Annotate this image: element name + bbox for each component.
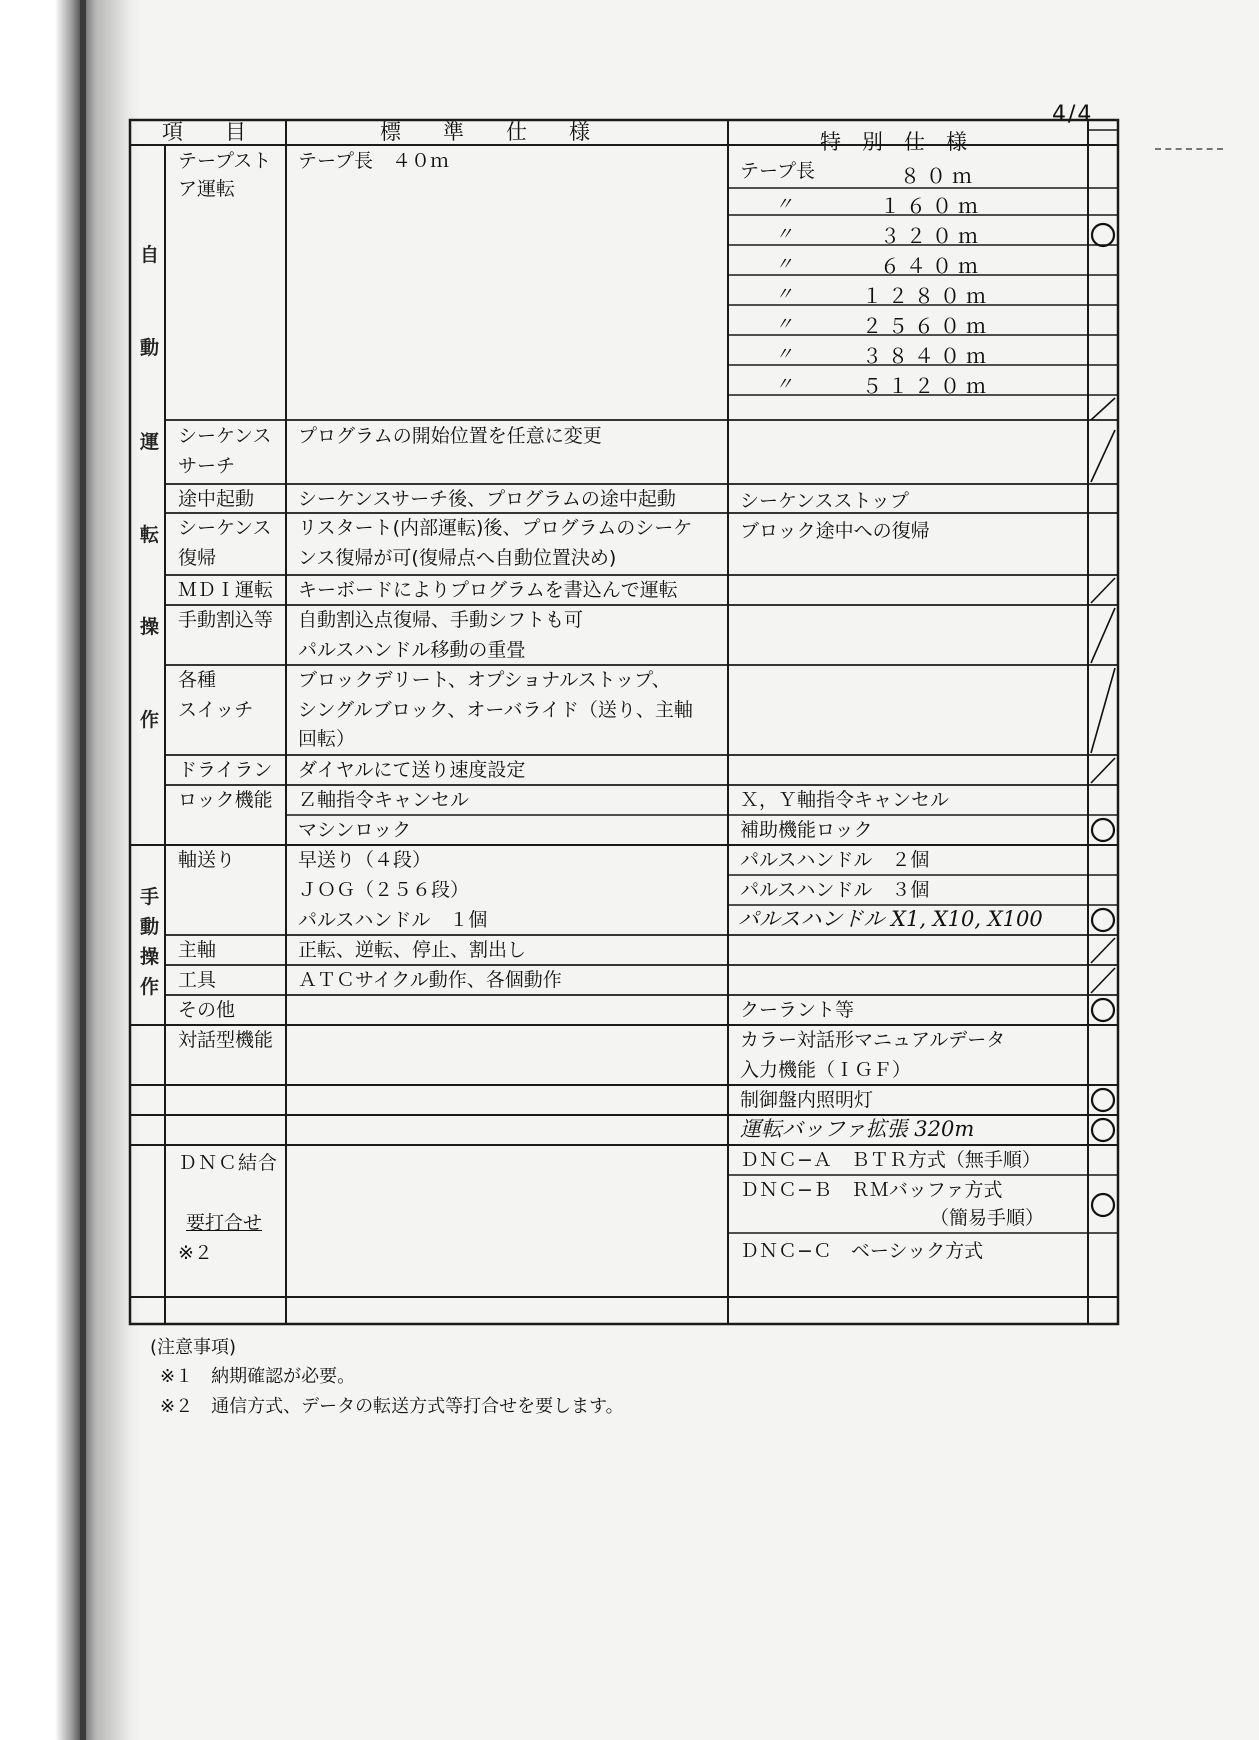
group-auto-char-3: 運	[140, 431, 160, 453]
header-item: 項 目	[162, 120, 246, 144]
tool-item: 工具	[178, 969, 217, 991]
ditto-mark: 〃	[775, 314, 793, 335]
spindle-item: 主軸	[178, 939, 217, 961]
axis-feed-standard-line1: 早送り（４段）	[298, 849, 432, 871]
group-auto-char-1: 自	[140, 244, 160, 266]
switches-item-line2: スイッチ	[178, 699, 254, 721]
tool-standard: ＡＴＣサイクル動作、各個動作	[298, 969, 562, 991]
lock-standard-line1: Ｚ軸指令キャンセル	[298, 789, 470, 811]
group-manual-char-1: 手	[140, 886, 160, 908]
spindle-standard: 正転、逆転、停止、割出し	[298, 939, 527, 961]
ditto-mark: 〃	[775, 254, 793, 275]
dnc-special-b-note: （簡易手順）	[930, 1207, 1045, 1229]
manual-interrupt-standard-line2: パルスハンドル移動の重畳	[298, 639, 526, 661]
header-special: 特 別 仕 様	[820, 130, 967, 154]
midway-start-standard: シーケンスサーチ後、プログラムの途中起動	[298, 488, 676, 510]
note-2: ※２ 通信方式、データの転送方式等打合せを要します。	[160, 1396, 624, 1417]
ditto-mark: 〃	[775, 374, 793, 395]
tape-length-80: ８０ｍ	[900, 164, 978, 188]
tape-length-5120: ５１２０ｍ	[862, 374, 992, 398]
tape-item-line2: ア運転	[178, 178, 236, 200]
seq-return-item-line2: 復帰	[178, 547, 217, 569]
lock-standard-line2: マシンロック	[298, 819, 412, 841]
tape-standard: テープ長 ４０ｍ	[298, 150, 450, 172]
dnc-special-a: ＤＮＣ−Ａ ＢＴＲ方式（無手順）	[740, 1149, 1041, 1171]
conversational-item: 対話型機能	[178, 1029, 274, 1051]
seq-return-special: ブロック途中への復帰	[740, 520, 930, 542]
check-circle-pulse-handle	[1092, 909, 1114, 931]
manual-interrupt-standard-line1: 自動割込点復帰、手動シフトも可	[298, 609, 584, 631]
notes-title: (注意事項)	[150, 1337, 237, 1358]
group-auto-char-4: 転	[140, 524, 160, 546]
dry-run-standard: ダイヤルにて送り速度設定	[298, 759, 526, 781]
switches-standard-line3: 回転）	[298, 728, 356, 750]
tape-length-320: ３２０ｍ	[880, 224, 984, 248]
lock-item: ロック機能	[178, 789, 273, 811]
dnc-item: ＤＮＣ結合	[178, 1152, 279, 1174]
axis-feed-standard-line2: ＪＯＧ（２５６段）	[298, 879, 470, 901]
seq-search-standard: プログラムの開始位置を任意に変更	[298, 425, 602, 447]
group-manual-char-2: 動	[140, 916, 160, 938]
conversational-special-line1: カラー対話形マニュアルデータ	[740, 1029, 1006, 1051]
check-circle-coolant	[1092, 999, 1114, 1021]
tape-length-3840: ３８４０ｍ	[862, 344, 992, 368]
other-item: その他	[178, 999, 236, 1021]
dnc-item-mark: ※２	[178, 1242, 213, 1264]
ditto-mark: 〃	[775, 344, 793, 365]
tape-length-160: １６０ｍ	[880, 194, 984, 218]
seq-return-item-line1: シーケンス	[178, 517, 272, 539]
manual-interrupt-item: 手動割込等	[178, 609, 274, 631]
buffer-special: 運転バッファ拡張 320m	[740, 1117, 975, 1141]
check-circle-320m	[1092, 224, 1114, 246]
conversational-special-line2: 入力機能（ＩＧＦ）	[740, 1059, 912, 1081]
dnc-special-b: ＤＮＣ−Ｂ ＲＭバッファ方式	[740, 1179, 1003, 1201]
group-auto-char-6: 作	[140, 709, 160, 731]
axis-feed-special-line2: パルスハンドル ３個	[740, 879, 930, 901]
group-auto-char-2: 動	[140, 337, 160, 359]
other-special: クーラント等	[740, 999, 855, 1021]
switches-standard-line2: シングルブロック、オーバライド（送り、主軸	[298, 699, 693, 721]
axis-feed-standard-line3: パルスハンドル １個	[298, 909, 488, 931]
mdi-item: ＭＤＩ運転	[178, 579, 274, 601]
check-circle-dnc-b	[1092, 1194, 1114, 1216]
switches-item-line1: 各種	[178, 669, 217, 691]
tape-special-label: テープ長	[740, 160, 816, 182]
tape-length-640: ６４０ｍ	[880, 254, 984, 278]
header-standard: 標 準 仕 様	[380, 120, 590, 144]
axis-feed-item: 軸送り	[178, 849, 236, 871]
group-manual-char-3: 操	[140, 946, 160, 968]
tape-length-2560: ２５６０ｍ	[862, 314, 992, 338]
check-circle-light	[1092, 1089, 1114, 1111]
ditto-mark: 〃	[775, 284, 793, 305]
seq-search-item-line1: シーケンス	[178, 425, 272, 447]
lock-special-line2: 補助機能ロック	[740, 819, 873, 841]
seq-return-standard-line2: ンス復帰が可(復帰点へ自動位置決め)	[298, 547, 617, 569]
note-1: ※１ 納期確認が必要。	[160, 1366, 356, 1387]
check-circle-buffer	[1092, 1119, 1114, 1141]
midway-start-special: シーケンスストップ	[740, 490, 909, 512]
lock-special-line1: Ｘ，Ｙ軸指令キャンセル	[740, 789, 950, 811]
dry-run-item: ドライラン	[178, 759, 273, 781]
axis-feed-special-line3: パルスハンドル X1, X10, X100	[738, 907, 1043, 931]
dnc-special-c: ＤＮＣ−Ｃ ベーシック方式	[740, 1240, 984, 1262]
axis-feed-special-line1: パルスハンドル ２個	[740, 849, 930, 871]
ditto-mark: 〃	[775, 194, 793, 215]
light-special: 制御盤内照明灯	[740, 1089, 874, 1111]
check-circle-aux-lock	[1092, 819, 1114, 841]
tape-length-1280: １２８０ｍ	[862, 284, 992, 308]
seq-return-standard-line1: リスタート(内部運転)後、プログラムのシーケ	[298, 517, 693, 539]
group-manual-char-4: 作	[140, 976, 160, 998]
tape-item-line1: テープスト	[178, 150, 272, 172]
group-auto-char-5: 操	[140, 616, 160, 638]
page-number: 4/4	[1052, 102, 1094, 127]
dnc-item-note: 要打合せ	[186, 1212, 263, 1234]
midway-start-item: 途中起動	[178, 488, 255, 510]
seq-search-item-line2: サーチ	[178, 455, 236, 477]
switches-standard-line1: ブロックデリート、オプショナルストップ、	[298, 669, 671, 691]
ditto-mark: 〃	[775, 224, 793, 245]
mdi-standard: キーボードによりプログラムを書込んで運転	[298, 579, 678, 601]
